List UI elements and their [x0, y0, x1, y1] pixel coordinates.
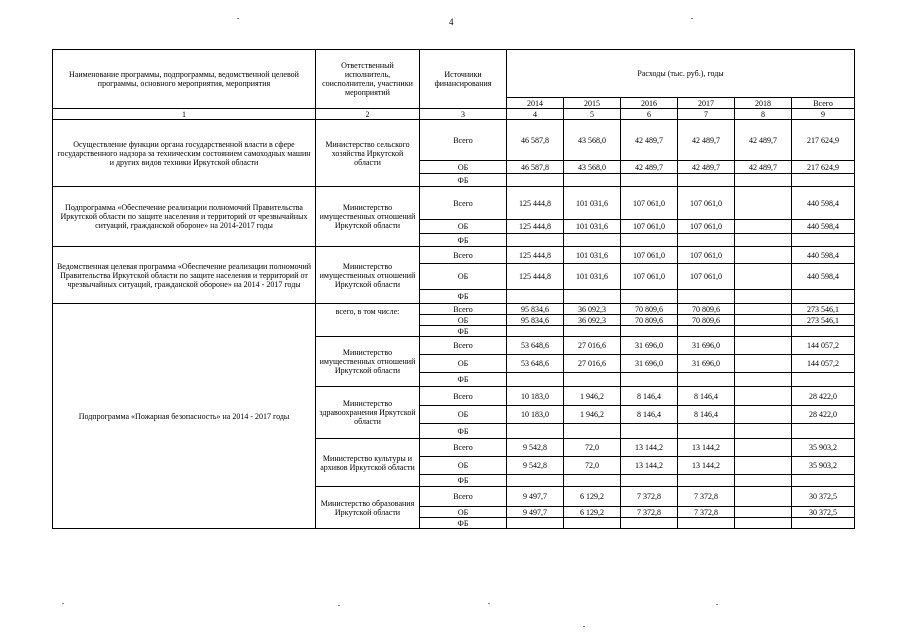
value-cell: 27 016,6 — [564, 337, 621, 355]
value-cell — [735, 457, 792, 475]
value-cell — [735, 487, 792, 507]
value-cell — [735, 304, 792, 315]
scan-speck — [338, 605, 340, 606]
responsible-party: Министерство образования Иркутской области — [316, 487, 420, 529]
value-cell: 13 144,2 — [621, 439, 678, 457]
value-cell: 440 598,4 — [792, 220, 855, 234]
value-cell: 42 489,7 — [678, 161, 735, 174]
value-cell — [735, 264, 792, 290]
value-cell — [735, 247, 792, 264]
value-cell: 8 146,4 — [621, 387, 678, 406]
value-cell: 6 129,2 — [564, 507, 621, 518]
value-cell: 217 624,9 — [792, 120, 855, 161]
table-row — [53, 187, 855, 220]
source-fb: ФБ — [420, 373, 507, 387]
value-cell: 36 092,3 — [564, 304, 621, 315]
scan-speck — [237, 18, 239, 19]
value-cell: 31 696,0 — [621, 355, 678, 373]
value-cell: 42 489,7 — [621, 161, 678, 174]
source-ob: ОБ — [420, 315, 507, 326]
value-cell: 101 031,6 — [564, 264, 621, 290]
source-total: Всего — [420, 487, 507, 507]
scan-speck — [691, 18, 693, 19]
col-number: 2 — [316, 109, 420, 120]
value-cell: 107 061,0 — [678, 247, 735, 264]
value-cell — [735, 187, 792, 220]
value-cell: 42 489,7 — [735, 161, 792, 174]
value-cell: 8 146,4 — [678, 387, 735, 406]
program-name: Подпрограмма «Пожарная безопасность» на 2014 - 2017 годы — [53, 304, 316, 529]
value-cell: 10 183,0 — [507, 406, 564, 424]
scan-speck — [62, 603, 64, 604]
value-cell — [735, 337, 792, 355]
source-fb: ФБ — [420, 326, 507, 337]
value-cell: 7 372,8 — [621, 507, 678, 518]
col-number: 5 — [564, 109, 621, 120]
value-cell: 72,0 — [564, 457, 621, 475]
source-total: Всего — [420, 247, 507, 264]
value-cell: 28 422,0 — [792, 406, 855, 424]
value-cell: 8 146,4 — [621, 406, 678, 424]
source-ob: ОБ — [420, 507, 507, 518]
value-cell: 28 422,0 — [792, 387, 855, 406]
value-cell: 13 144,2 — [678, 439, 735, 457]
value-cell: 9 542,8 — [507, 457, 564, 475]
value-cell: 9 497,7 — [507, 487, 564, 507]
value-cell: 72,0 — [564, 439, 621, 457]
header-row — [53, 50, 855, 98]
value-cell: 10 183,0 — [507, 387, 564, 406]
value-cell: 95 834,6 — [507, 304, 564, 315]
col-number: 1 — [53, 109, 316, 120]
value-cell: 107 061,0 — [621, 220, 678, 234]
responsible-party: Министерство имущественных отношений Иркутской области — [316, 337, 420, 387]
source-fb: ФБ — [420, 518, 507, 529]
year-2015: 2015 — [564, 98, 621, 109]
col-number: 9 — [792, 109, 855, 120]
col-number: 8 — [735, 109, 792, 120]
value-cell: 42 489,7 — [621, 120, 678, 161]
value-cell — [735, 315, 792, 326]
all-including-label: всего, в том числе: — [316, 304, 420, 337]
value-cell: 125 444,8 — [507, 187, 564, 220]
value-cell: 6 129,2 — [564, 487, 621, 507]
source-total: Всего — [420, 387, 507, 406]
value-cell: 7 372,8 — [678, 487, 735, 507]
value-cell: 107 061,0 — [621, 187, 678, 220]
value-cell: 7 372,8 — [678, 507, 735, 518]
value-cell: 217 624,9 — [792, 161, 855, 174]
value-cell: 53 648,6 — [507, 355, 564, 373]
value-cell — [735, 507, 792, 518]
source-fb: ФБ — [420, 290, 507, 304]
value-cell: 46 587,8 — [507, 161, 564, 174]
header-resp-col: Ответственный исполнитель, соисполнители, участники мероприятий — [316, 50, 420, 109]
source-ob: ОБ — [420, 355, 507, 373]
value-cell: 107 061,0 — [678, 187, 735, 220]
value-cell: 101 031,6 — [564, 187, 621, 220]
value-cell: 273 546,1 — [792, 304, 855, 315]
value-cell: 43 568,0 — [564, 161, 621, 174]
value-cell: 440 598,4 — [792, 187, 855, 220]
col-number: 4 — [507, 109, 564, 120]
value-cell: 53 648,6 — [507, 337, 564, 355]
value-cell: 35 903,2 — [792, 457, 855, 475]
value-cell: 125 444,8 — [507, 247, 564, 264]
value-cell: 9 497,7 — [507, 507, 564, 518]
value-cell: 125 444,8 — [507, 220, 564, 234]
year-2016: 2016 — [621, 98, 678, 109]
program-name: Подпрограмма «Обеспечение реализации полномочий Правительства Иркутской области по защите населения и территорий от чрезвычайных ситуаций, гражданской обороне» на 2014-2017 годы — [53, 187, 316, 247]
year-total: Всего — [792, 98, 855, 109]
year-2017: 2017 — [678, 98, 735, 109]
column-numbers-row — [53, 109, 855, 120]
value-cell: 70 809,6 — [678, 315, 735, 326]
value-cell: 30 372,5 — [792, 487, 855, 507]
value-cell: 70 809,6 — [621, 315, 678, 326]
source-ob: ОБ — [420, 161, 507, 174]
value-cell — [735, 387, 792, 406]
value-cell: 95 834,6 — [507, 315, 564, 326]
responsible-party: Министерство здравоохранения Иркутской области — [316, 387, 420, 439]
col-number: 6 — [621, 109, 678, 120]
source-fb: ФБ — [420, 174, 507, 187]
responsible-party: Министерство имущественных отношений Иркутской области — [316, 247, 420, 304]
value-cell: 440 598,4 — [792, 247, 855, 264]
value-cell: 8 146,4 — [678, 406, 735, 424]
scan-speck — [488, 603, 490, 604]
value-cell — [735, 406, 792, 424]
scan-speck — [716, 604, 718, 605]
value-cell: 107 061,0 — [621, 247, 678, 264]
expenses-table — [52, 49, 855, 529]
source-ob: ОБ — [420, 220, 507, 234]
table-row — [53, 247, 855, 264]
value-cell — [735, 355, 792, 373]
value-cell: 440 598,4 — [792, 264, 855, 290]
col-number: 3 — [420, 109, 507, 120]
source-total: Всего — [420, 304, 507, 315]
source-ob: ОБ — [420, 457, 507, 475]
source-fb: ФБ — [420, 234, 507, 247]
value-cell: 101 031,6 — [564, 220, 621, 234]
value-cell: 125 444,8 — [507, 264, 564, 290]
source-total: Всего — [420, 439, 507, 457]
value-cell: 144 057,2 — [792, 337, 855, 355]
header-source-col: Источники финансирования — [420, 50, 507, 109]
value-cell: 101 031,6 — [564, 247, 621, 264]
source-ob: ОБ — [420, 264, 507, 290]
value-cell: 13 144,2 — [678, 457, 735, 475]
value-cell: 42 489,7 — [735, 120, 792, 161]
value-cell: 1 946,2 — [564, 406, 621, 424]
value-cell: 9 542,8 — [507, 439, 564, 457]
responsible-party: Министерство культуры и архивов Иркутской области — [316, 439, 420, 487]
scan-speck — [583, 626, 585, 627]
value-cell: 36 092,3 — [564, 315, 621, 326]
value-cell: 7 372,8 — [621, 487, 678, 507]
page-number: 4 — [449, 17, 454, 27]
value-cell: 27 016,6 — [564, 355, 621, 373]
value-cell: 70 809,6 — [678, 304, 735, 315]
header-expenses: Расходы (тыс. руб.), годы — [507, 50, 855, 98]
value-cell: 107 061,0 — [678, 220, 735, 234]
value-cell: 31 696,0 — [678, 337, 735, 355]
table-row — [53, 120, 855, 161]
program-name: Ведомственная целевая программа «Обеспечение реализации полномочий Правительства Иркутской области по защите населения и территорий от чрезвычайных ситуаций, гражданской обороне» на 2014 - 2017 годы — [53, 247, 316, 304]
value-cell: 30 372,5 — [792, 507, 855, 518]
value-cell: 31 696,0 — [621, 337, 678, 355]
value-cell: 35 903,2 — [792, 439, 855, 457]
source-total: Всего — [420, 120, 507, 161]
responsible-party: Министерство сельского хозяйства Иркутской области — [316, 120, 420, 187]
source-fb: ФБ — [420, 424, 507, 439]
value-cell: 43 568,0 — [564, 120, 621, 161]
source-fb: ФБ — [420, 475, 507, 487]
value-cell: 31 696,0 — [678, 355, 735, 373]
program-name: Осуществление функции органа государственной власти в сфере государственного надзора за техническим состоянием самоходных машин и других видов техники Иркутской области — [53, 120, 316, 187]
value-cell: 273 546,1 — [792, 315, 855, 326]
table-row — [53, 304, 855, 315]
source-total: Всего — [420, 337, 507, 355]
value-cell — [735, 220, 792, 234]
value-cell: 107 061,0 — [621, 264, 678, 290]
value-cell: 46 587,8 — [507, 120, 564, 161]
value-cell: 1 946,2 — [564, 387, 621, 406]
col-number: 7 — [678, 109, 735, 120]
value-cell: 13 144,2 — [621, 457, 678, 475]
value-cell: 42 489,7 — [678, 120, 735, 161]
value-cell: 70 809,6 — [621, 304, 678, 315]
year-2014: 2014 — [507, 98, 564, 109]
value-cell — [735, 439, 792, 457]
value-cell: 144 057,2 — [792, 355, 855, 373]
header-name-col: Наименование программы, подпрограммы, ведомственной целевой программы, основного мероприятия, мероприятия — [53, 50, 316, 109]
year-2018: 2018 — [735, 98, 792, 109]
source-ob: ОБ — [420, 406, 507, 424]
value-cell: 107 061,0 — [678, 264, 735, 290]
responsible-party: Министерство имущественных отношений Иркутской области — [316, 187, 420, 247]
source-total: Всего — [420, 187, 507, 220]
